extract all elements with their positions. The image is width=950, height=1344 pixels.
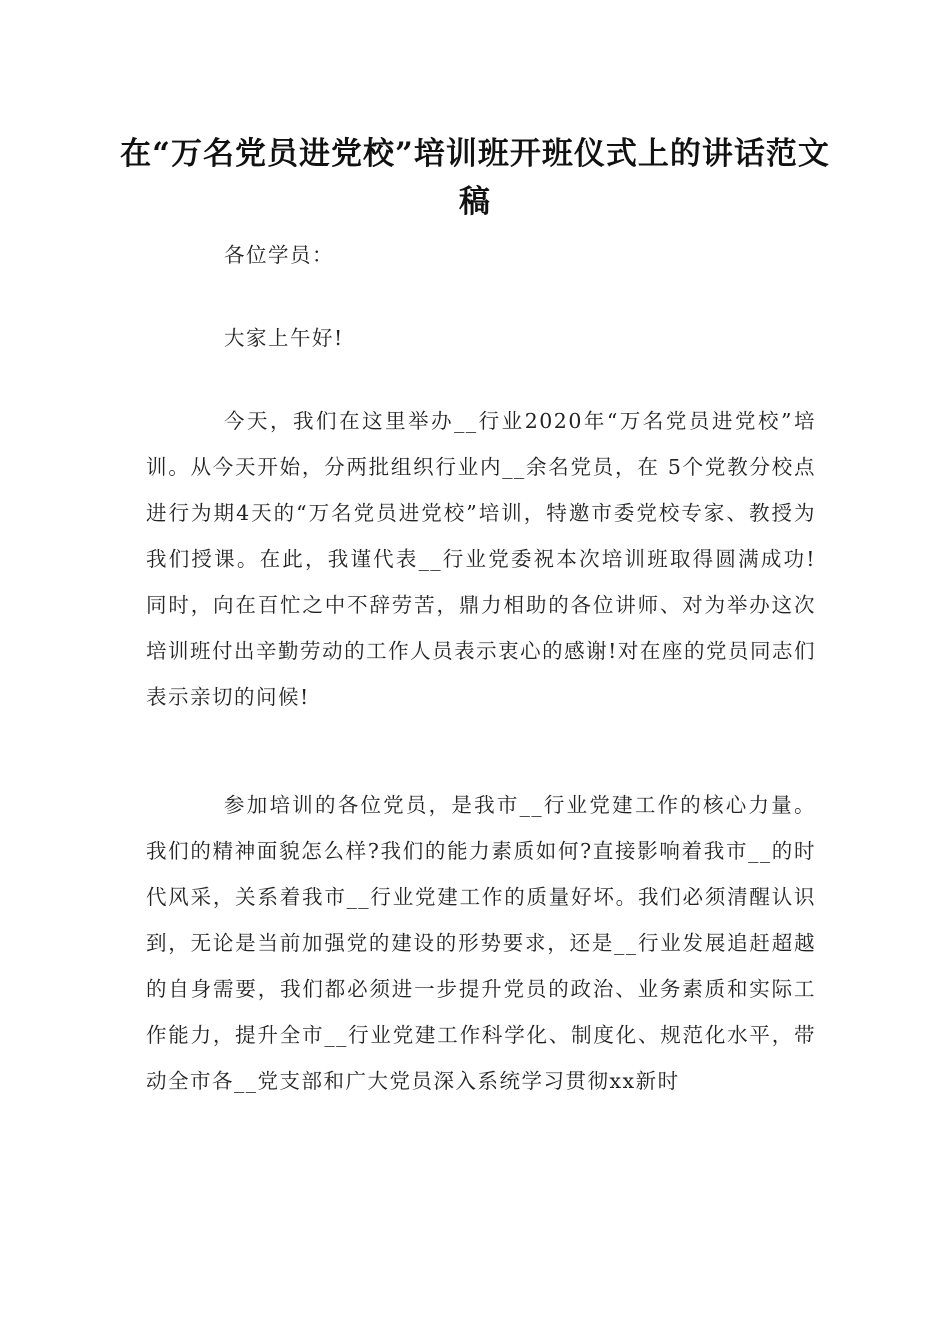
body-paragraph-1: 今天，我们在这里举办__行业2020年“万名党员进党校”培训。从今天开始，分两批组织行业内__余名党员，在 5个党教分校点进行为期4天的“万名党员进党校”培训，特邀市委党校专家、教授为我们授课。在此，我谨代表__行业党委祝本次培训班取得圆满成功!同时，向在百忙之中不辞劳苦，鼎力相助的各位讲师、对为举办这次培训班付出辛勤劳动的工作人员表示衷心的感谢!对在座的党员同志们表示亲切的问候! xyxy=(146,409,816,709)
greeting-paragraph: 大家上午好! xyxy=(224,326,344,350)
document-title: 在“万名党员进党校”培训班开班仪式上的讲话范文稿 xyxy=(120,136,830,220)
body-paragraph-2: 参加培训的各位党员，是我市__行业党建工作的核心力量。我们的精神面貌怎么样?我们的能力素质如何?直接影响着我市__的时代风采，关系着我市__行业党建工作的质量好坏。我们必须清醒认识到，无论是当前加强党的建设的形势要求，还是__行业发展追赶超越的自身需要，我们都必须进一步提升党员的政治、业务素质和实际工作能力，提升全市__行业党建工作科学化、制度化、规范化水平，带动全市各__党支部和广大党员深入系统学习贯彻xx新时 xyxy=(146,793,816,1093)
salutation-paragraph: 各位学员： xyxy=(224,243,334,267)
